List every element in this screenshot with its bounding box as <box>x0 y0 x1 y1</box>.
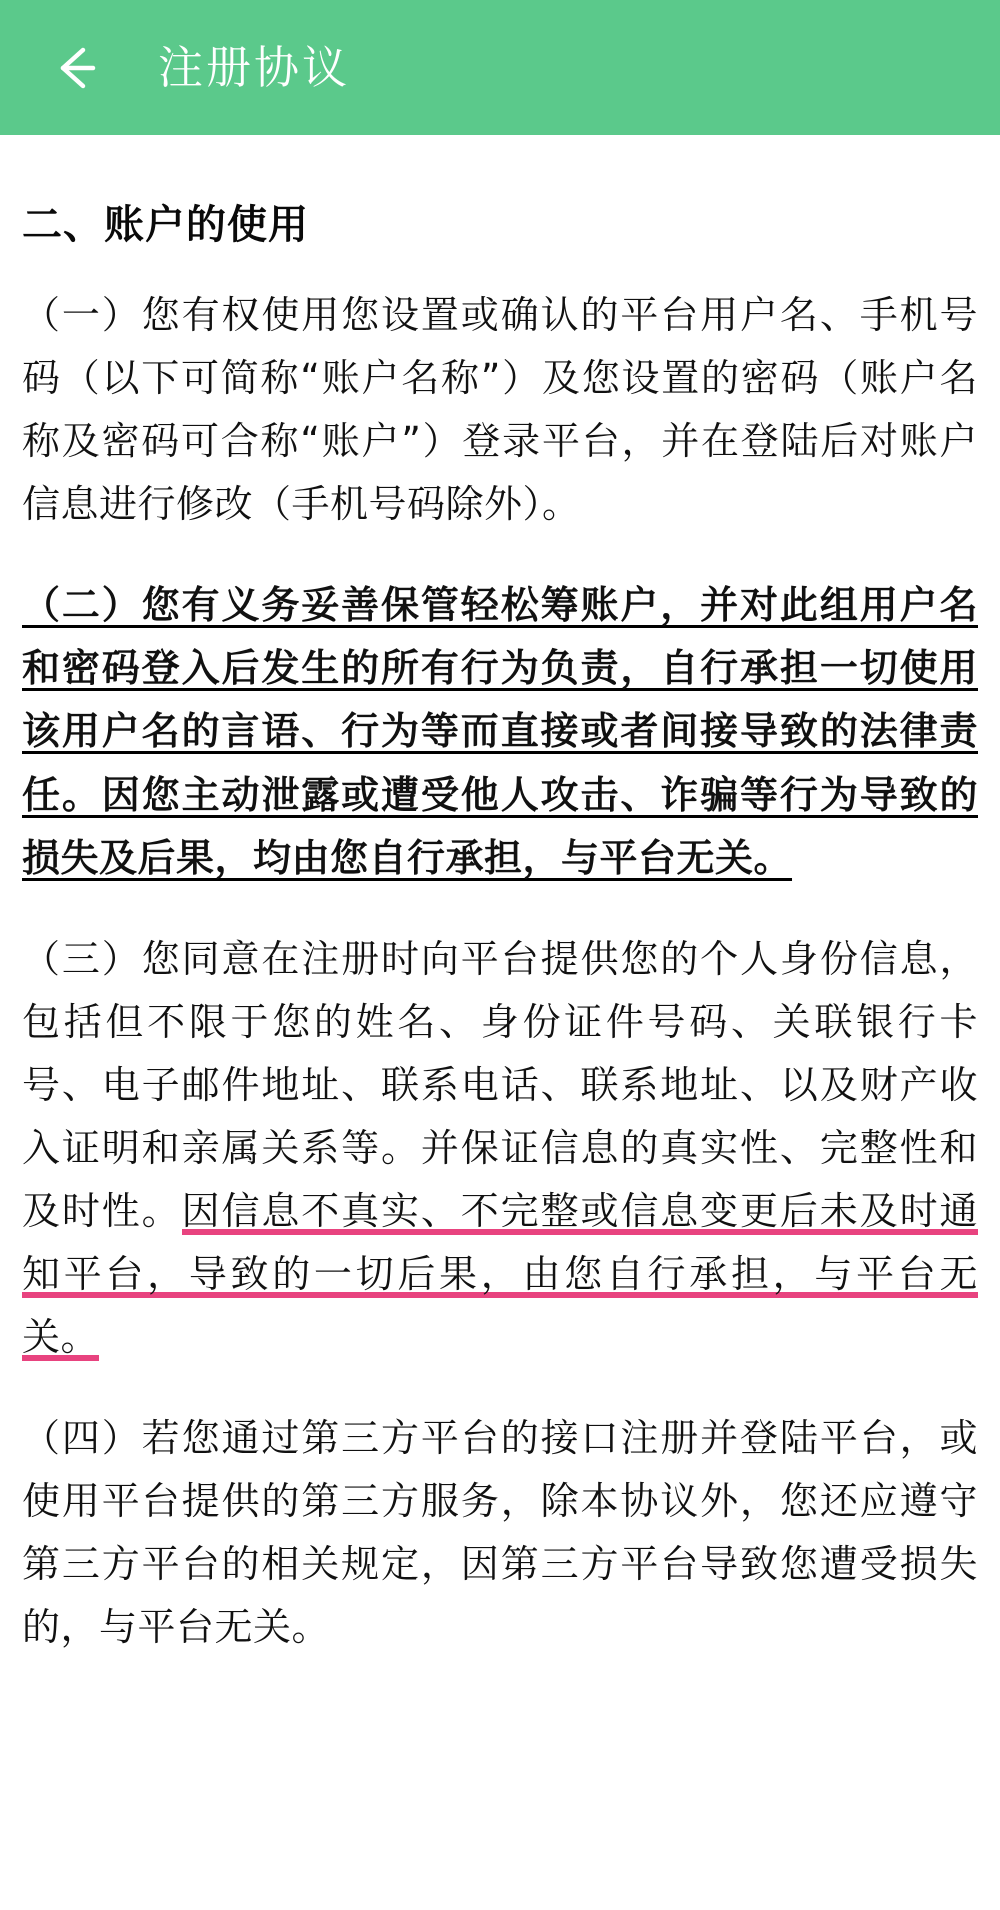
section-title: 二、账户的使用 <box>22 202 309 248</box>
clause-paragraph-1: （一）您有权使用您设置或确认的平台用户名、手机号码（以下可简称“账户名称”）及您设置的密码（账户名称及密码可合称“账户”）登录平台，并在登陆后对账户信息进行修改（手机号码除外）。 <box>22 293 978 527</box>
clause-3-text: （三）您同意在注册时向平台提供您的个人身份信息，包括但不限于您的姓名、身份证件号码、关联银行卡号、电子邮件地址、联系电话、联系地址、以及财产收入证明和亲属关系等。并保证信息的真实性、完整性和及时性。 <box>22 936 978 1234</box>
clause-paragraph-4: （四）若您通过第三方平台的接口注册并登陆平台，或使用平台提供的第三方服务，除本协议外，您还应遵守第三方平台的相关规定，因第三方平台导致您遭受损失的，与平台无关。 <box>22 1416 978 1650</box>
page-title: 注册协议 <box>158 41 351 94</box>
back-button[interactable] <box>46 37 108 99</box>
clause-paragraph-2: （二）您有义务妥善保管轻松筹账户，并对此组用户名和密码登入后发生的所有行为负责，自行承担一切使用该用户名的言语、行为等而直接或者间接导致的法律责任。因您主动泄露或遭受他人攻击、诈骗等行为导致的损失及后果，均由您自行承担，与平台无关。 <box>22 583 978 880</box>
app-bar <box>0 0 1000 135</box>
arrow-left-icon <box>49 40 105 96</box>
clause-3-highlighted-text: 因信息不真实、不完整或信息变更后未及时通知平台，导致的一切后果，由您自行承担，与平台无关。 <box>22 1189 978 1360</box>
clause-paragraph-3 <box>22 928 978 1370</box>
agreement-content <box>0 135 1000 1738</box>
